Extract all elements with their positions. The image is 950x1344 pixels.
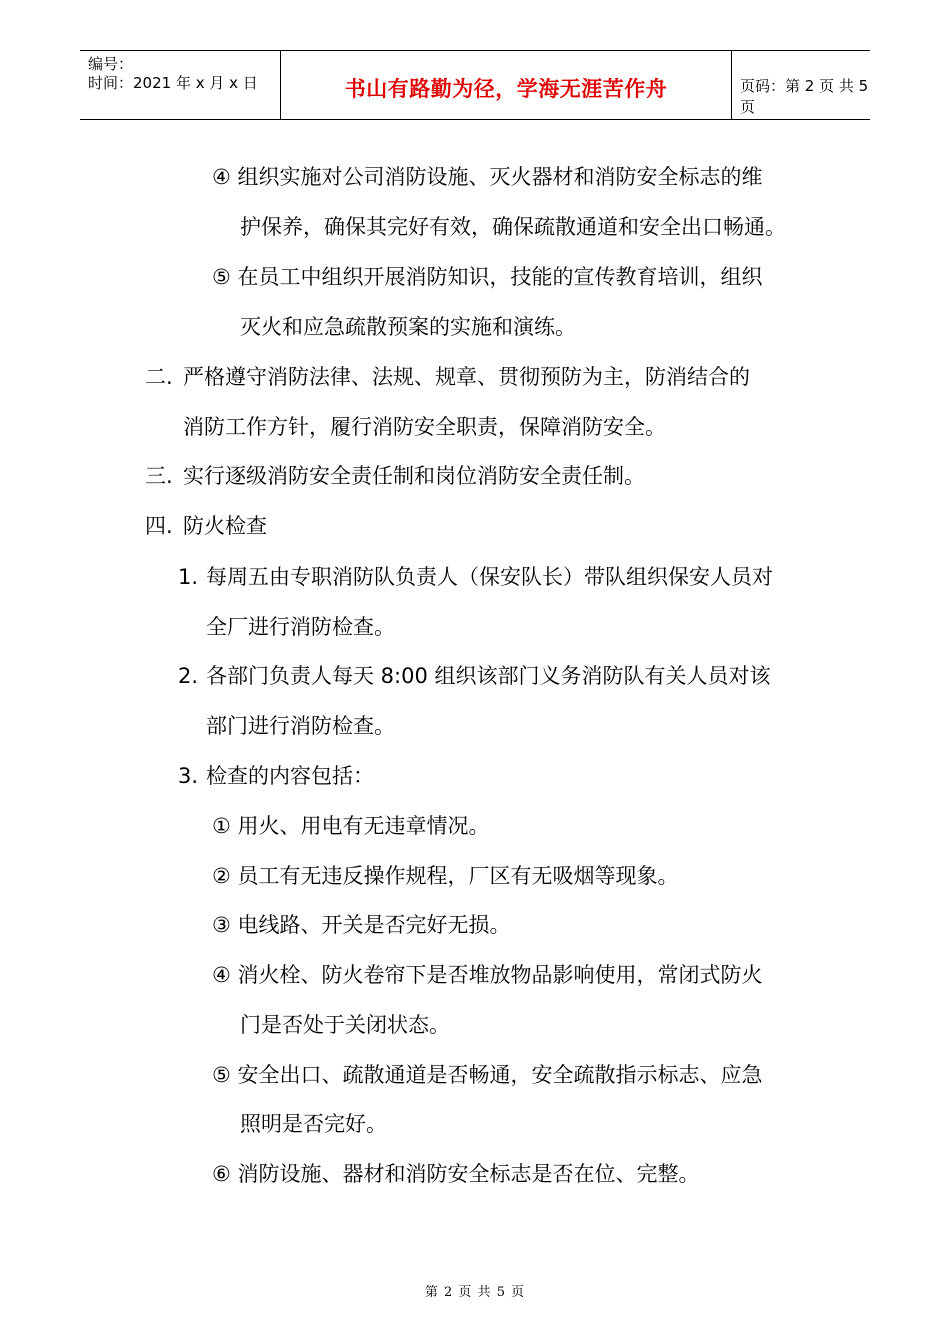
point-3-marker: 3. [178,764,199,788]
section-2-marker: 二. [145,365,173,389]
item-5-line-1: ⑤ 在员工中组织开展消防知识，技能的宣传教育培训，组织 [212,265,763,289]
header-motto-cell [280,51,732,119]
point-1-line-1: 每周五由专职消防队负责人（保安队长）带队组织保安人员对 [206,565,773,589]
check-item-1: ① 用火、用电有无违章情况。 [212,814,490,838]
document-date-label: 时间：2021 年 x 月 x 日 [88,74,258,92]
check-item-6: ⑥ 消防设施、器材和消防安全标志是否在位、完整。 [212,1162,700,1186]
check-item-5-line-2: 照明是否完好。 [240,1112,387,1136]
document-number-label: 编号： [88,55,134,73]
point-2-marker: 2. [178,664,199,688]
check-item-4-line-1: ④ 消火栓、防火卷帘下是否堆放物品影响使用，常闭式防火 [212,963,763,987]
point-1-marker: 1. [178,565,199,589]
section-4-marker: 四. [145,514,173,538]
item-4-line-2: 护保养，确保其完好有效，确保疏散通道和安全出口畅通。 [240,215,786,239]
section-2-line-2: 消防工作方针，履行消防安全职责，保障消防安全。 [183,415,666,439]
section-2-line-1: 严格遵守消防法律、法规、规章、贯彻预防为主，防消结合的 [183,365,750,389]
item-4-line-1: ④ 组织实施对公司消防设施、灭火器材和消防安全标志的维 [212,165,763,189]
point-2-line-2: 部门进行消防检查。 [206,714,395,738]
section-4-title: 防火检查 [183,514,267,538]
point-2-line-1: 各部门负责人每天 8:00 组织该部门义务消防队有关人员对该 [206,664,771,688]
section-3-marker: 三. [145,464,173,488]
point-1-line-2: 全厂进行消防检查。 [206,615,395,639]
point-3-line-1: 检查的内容包括： [206,764,374,788]
check-item-5-line-1: ⑤ 安全出口、疏散通道是否畅通，安全疏散指示标志、应急 [212,1063,763,1087]
item-5-line-2: 灭火和应急疏散预案的实施和演练。 [240,315,576,339]
check-item-4-line-2: 门是否处于关闭状态。 [240,1013,450,1037]
header-page-info: 页码：第 2 页 共 5 页 [740,77,869,116]
check-item-3: ③ 电线路、开关是否完好无损。 [212,913,511,937]
document-header [80,50,870,120]
page-footer: 第 2 页 共 5 页 [424,1285,526,1300]
check-item-2: ② 员工有无违反操作规程，厂区有无吸烟等现象。 [212,864,679,888]
header-meta [88,55,258,93]
section-3-line-1: 实行逐级消防安全责任制和岗位消防安全责任制。 [183,464,645,488]
header-motto: 书山有路勤为径，学海无涯苦作舟 [344,76,668,101]
